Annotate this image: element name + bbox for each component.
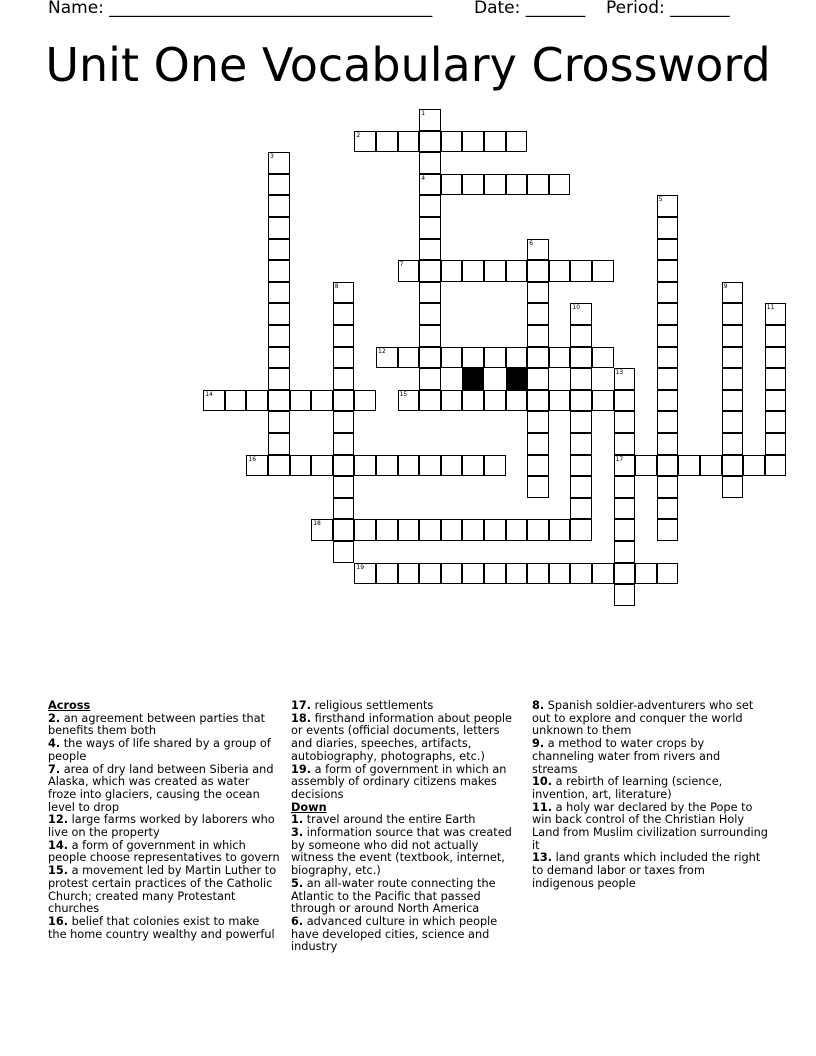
clue-item: 8. Spanish soldier-adventurers who set out to explore and conquer the world unknown to them [532,699,754,738]
grid-cell[interactable] [246,455,268,477]
clue-number: 8 [334,282,339,290]
clue-item: 15. a movement led by Martin Luther to protest certain practices of the Catholic Church; created many Protestant churches [48,864,277,916]
grid-cell[interactable] [570,498,592,520]
grid-cell[interactable] [268,195,290,217]
grid-cell[interactable] [268,390,290,412]
grid-cell[interactable] [268,282,290,304]
grid-cell[interactable] [419,152,441,174]
grid-cell[interactable] [419,519,441,541]
grid-cell[interactable] [419,239,441,261]
grid-cell[interactable] [506,519,528,541]
grid-cell[interactable] [441,174,463,196]
grid-cell[interactable] [333,303,355,325]
grid-cell[interactable] [333,519,355,541]
grid-cell[interactable] [398,455,420,477]
grid-cell[interactable] [657,260,679,282]
grid-cell[interactable] [527,476,549,498]
clue-item: 12. large farms worked by laborers who live on the property [48,813,275,840]
grid-cell[interactable] [376,519,398,541]
grid-cell[interactable] [268,411,290,433]
grid-cell[interactable] [419,174,441,196]
clue-number: 18 [313,520,321,528]
grid-cell[interactable] [700,455,722,477]
grid-cell[interactable] [765,390,787,412]
clue-number: 9 [723,282,728,290]
grid-cell[interactable] [657,347,679,369]
grid-cell[interactable] [614,411,636,433]
grid-cell[interactable] [527,455,549,477]
grid-cell[interactable] [311,390,333,412]
clue-number: 3 [270,153,274,161]
grid-cell[interactable] [657,519,679,541]
name-field-label: Name: ______________________________________ [48,0,433,18]
grid-cell[interactable] [419,455,441,477]
grid-cell[interactable] [765,325,787,347]
grid-cell[interactable] [506,563,528,585]
grid-cell[interactable] [419,368,441,390]
grid-cell[interactable] [614,390,636,412]
grid-cell[interactable] [333,390,355,412]
grid-cell[interactable] [614,476,636,498]
grid-cell[interactable] [527,390,549,412]
grid-cell[interactable] [398,131,420,153]
grid-cell[interactable] [506,131,528,153]
grid-cell[interactable] [333,498,355,520]
clue-item: 10. a rebirth of learning (science, invention, art, literature) [532,775,723,801]
clue-item: 1. travel around the entire Earth [291,813,476,827]
grid-cell[interactable] [441,563,463,585]
grid-cell[interactable] [657,433,679,455]
grid-cell[interactable] [527,368,549,390]
grid-cell[interactable] [268,174,290,196]
grid-cell[interactable] [635,455,657,477]
grid-cell[interactable] [419,325,441,347]
grid-cell[interactable] [614,368,636,390]
grid-cell[interactable] [268,303,290,325]
grid-cell[interactable] [333,476,355,498]
clue-column-2 [291,700,523,954]
grid-cell[interactable] [592,390,614,412]
grid-cell[interactable] [462,347,484,369]
grid-cell[interactable] [398,390,420,412]
across-heading: Across [48,699,91,712]
grid-cell[interactable] [527,325,549,347]
grid-cell[interactable] [376,131,398,153]
grid-cell[interactable] [570,455,592,477]
clue-item: 13. land grants which included the right to demand labor or taxes from indigenous people [532,851,761,890]
grid-cell[interactable] [376,455,398,477]
grid-cell[interactable] [333,325,355,347]
clue-item: 5. an all-water route connecting the Atlantic to the Pacific that passed through or around North America [291,876,496,916]
grid-cell[interactable] [765,347,787,369]
grid-cell[interactable] [657,498,679,520]
grid-cell[interactable] [462,260,484,282]
grid-cell[interactable] [635,563,657,585]
clue-column-3 [532,700,768,891]
grid-cell[interactable] [570,260,592,282]
grid-cell[interactable] [722,325,744,347]
period-field-label: Period: _______ [606,0,730,18]
grid-cell[interactable] [333,282,355,304]
clue-item: 14. a form of government in which people choose representatives to govern [48,838,280,865]
grid-cell[interactable] [506,347,528,369]
grid-cell[interactable] [722,411,744,433]
grid-cell[interactable] [549,260,571,282]
clue-number: 12 [378,347,386,355]
grid-cell[interactable] [268,455,290,477]
grid-cell[interactable] [462,131,484,153]
grid-cell[interactable] [354,390,376,412]
grid-cell[interactable] [419,109,441,131]
grid-cell[interactable] [614,498,636,520]
grid-cell[interactable] [570,433,592,455]
grid-cell[interactable] [398,260,420,282]
grid-cell[interactable] [527,260,549,282]
grid-cell[interactable] [570,411,592,433]
grid-cell[interactable] [484,131,506,153]
grid-cell[interactable] [225,390,247,412]
grid-cell[interactable] [570,390,592,412]
grid-cell[interactable] [614,584,636,606]
grid-cell[interactable] [614,455,636,477]
grid-cell[interactable] [765,303,787,325]
clue-item: 18. firsthand information about people or events (official documents, letters and diaries, speeches, artifacts, autobiography, photographs, etc.) [291,711,512,763]
grid-cell[interactable] [722,303,744,325]
grid-cell[interactable] [246,390,268,412]
grid-cell[interactable] [419,390,441,412]
clue-number: 17 [615,455,624,463]
grid-cell[interactable] [722,347,744,369]
grid-cell[interactable] [333,541,355,563]
grid-cell[interactable] [419,347,441,369]
grid-cell[interactable] [527,519,549,541]
grid-cell[interactable] [441,260,463,282]
grid-cell[interactable] [570,563,592,585]
clue-column-1 [48,700,280,941]
grid-cell[interactable] [657,303,679,325]
grid-cell[interactable] [311,519,333,541]
grid-cell[interactable] [570,368,592,390]
grid-cell[interactable] [419,131,441,153]
grid-cell[interactable] [570,476,592,498]
clue-number: 15 [399,390,408,398]
grid-cell[interactable] [290,455,312,477]
grid-cell[interactable] [484,260,506,282]
grid-cell[interactable] [441,131,463,153]
grid-cell[interactable] [527,282,549,304]
grid-cell[interactable] [419,303,441,325]
grid-cell[interactable] [398,563,420,585]
grid-cell[interactable] [398,347,420,369]
grid-cell[interactable] [484,563,506,585]
grid-cell[interactable] [354,455,376,477]
grid-cell[interactable] [203,390,225,412]
grid-cell[interactable] [614,541,636,563]
grid-cell[interactable] [722,390,744,412]
grid-cell[interactable] [333,455,355,477]
grid-cell[interactable] [614,519,636,541]
grid-cell[interactable] [657,411,679,433]
grid-cell[interactable] [722,476,744,498]
grid-cell[interactable] [462,455,484,477]
grid-cell[interactable] [462,563,484,585]
grid-cell[interactable] [549,519,571,541]
grid-cell[interactable] [268,152,290,174]
grid-cell[interactable] [549,390,571,412]
grid-cell[interactable] [722,433,744,455]
grid-cell[interactable] [268,347,290,369]
grid-cell[interactable] [333,347,355,369]
grid-cell[interactable] [657,368,679,390]
page-title: Unit One Vocabulary Crossword [45,38,771,92]
grid-cell[interactable] [592,260,614,282]
grid-cell[interactable] [549,563,571,585]
grid-cell[interactable] [527,347,549,369]
grid-cell[interactable] [290,390,312,412]
grid-cell[interactable] [506,174,528,196]
grid-cell[interactable] [549,174,571,196]
grid-cell[interactable] [333,411,355,433]
grid-cell[interactable] [354,519,376,541]
clue-item: 7. area of dry land between Siberia and Alaska, which was created as water froze into glaciers, causing the ocean level to drop [48,762,274,814]
grid-cell[interactable] [765,455,787,477]
clue-number: 16 [248,455,257,463]
grid-cell[interactable] [657,239,679,261]
grid-cell[interactable] [354,131,376,153]
grid-cell[interactable] [678,455,700,477]
grid-cell[interactable] [527,174,549,196]
clue-item: 11. a holy war declared by the Pope to win back control of the Christian Holy Land from Muslim civilization surrounding it [532,800,768,852]
grid-cell[interactable] [765,411,787,433]
grid-cell[interactable] [441,390,463,412]
grid-cell[interactable] [419,217,441,239]
grid-cell[interactable] [722,282,744,304]
clue-number: 14 [205,390,213,398]
grid-cell[interactable] [462,519,484,541]
clue-number: 4 [421,174,426,182]
grid-cell[interactable] [484,519,506,541]
clue-number: 1 [421,110,426,117]
grid-cell[interactable] [614,433,636,455]
clue-item: 17. religious settlements [291,699,434,712]
grid-cell[interactable] [722,455,744,477]
clue-number: 19 [356,563,365,571]
clue-number: 10 [572,304,581,312]
grid-cell[interactable] [527,563,549,585]
grid-cell[interactable] [419,195,441,217]
grid-cell[interactable] [268,239,290,261]
grid-cell[interactable] [549,347,571,369]
grid-cell[interactable] [441,347,463,369]
grid-cell[interactable] [614,563,636,585]
grid-cell[interactable] [506,390,528,412]
grid-cell[interactable] [657,390,679,412]
grid-cell[interactable] [419,282,441,304]
grid-cell[interactable] [376,347,398,369]
clue-item: 2. an agreement between parties that benefits them both [48,711,266,738]
clue-number: 2 [356,131,361,139]
grid-cell[interactable] [527,239,549,261]
grid-cell[interactable] [722,368,744,390]
grid-cell[interactable] [657,563,679,585]
grid-cell[interactable] [419,563,441,585]
grid-cell[interactable] [268,217,290,239]
grid-cell[interactable] [570,519,592,541]
grid-cell[interactable] [398,519,420,541]
grid-cell[interactable] [657,455,679,477]
grid-cell[interactable] [268,260,290,282]
clue-item: 4. the ways of life shared by a group of people [48,737,271,763]
grid-cell[interactable] [484,347,506,369]
grid-cell[interactable] [570,347,592,369]
date-field-label: Date: _______ [474,0,586,18]
grid-cell[interactable] [441,455,463,477]
grid-cell[interactable] [333,368,355,390]
grid-cell[interactable] [657,325,679,347]
grid-cell[interactable] [441,519,463,541]
grid-cell[interactable] [484,390,506,412]
grid-cell[interactable] [592,563,614,585]
clue-item: 16. belief that colonies exist to make the home country wealthy and powerful [48,914,275,941]
grid-cell[interactable] [506,260,528,282]
clue-item: 9. a method to water crops by channeling water from rivers and streams [532,737,721,776]
grid-cell[interactable] [527,411,549,433]
clue-item: 19. a form of government in which an assembly of ordinary citizens makes decisions [291,762,507,801]
grid-cell[interactable] [333,433,355,455]
grid-cell[interactable] [354,563,376,585]
grid-cell[interactable] [311,455,333,477]
grid-cell[interactable] [657,282,679,304]
grid-cell[interactable] [527,303,549,325]
black-cell [506,368,528,390]
grid-cell[interactable] [765,368,787,390]
grid-cell[interactable] [419,260,441,282]
grid-cell[interactable] [657,217,679,239]
black-cell [462,368,484,390]
clue-number: 5 [658,196,663,204]
clue-number: 6 [529,239,534,247]
grid-cell[interactable] [657,195,679,217]
clue-number: 11 [766,304,775,312]
grid-cell[interactable] [268,368,290,390]
clue-number: 13 [615,369,624,377]
grid-cell[interactable] [462,390,484,412]
clue-item: 3. information source that was created by someone who did not actually witness the event (textbook, internet, biography, etc.) [291,826,512,878]
grid-cell[interactable] [570,303,592,325]
grid-cell[interactable] [268,433,290,455]
grid-cell[interactable] [376,563,398,585]
grid-cell[interactable] [527,433,549,455]
grid-cell[interactable] [657,476,679,498]
grid-cell[interactable] [268,325,290,347]
grid-cell[interactable] [484,174,506,196]
grid-cell[interactable] [765,433,787,455]
grid-cell[interactable] [592,347,614,369]
down-heading: Down [291,800,327,814]
grid-cell[interactable] [743,455,765,477]
clue-item: 6. advanced culture in which people have developed cities, science and industry [291,914,498,954]
grid-cell[interactable] [570,325,592,347]
grid-cell[interactable] [484,455,506,477]
grid-cell[interactable] [462,174,484,196]
clue-number: 7 [399,261,404,269]
